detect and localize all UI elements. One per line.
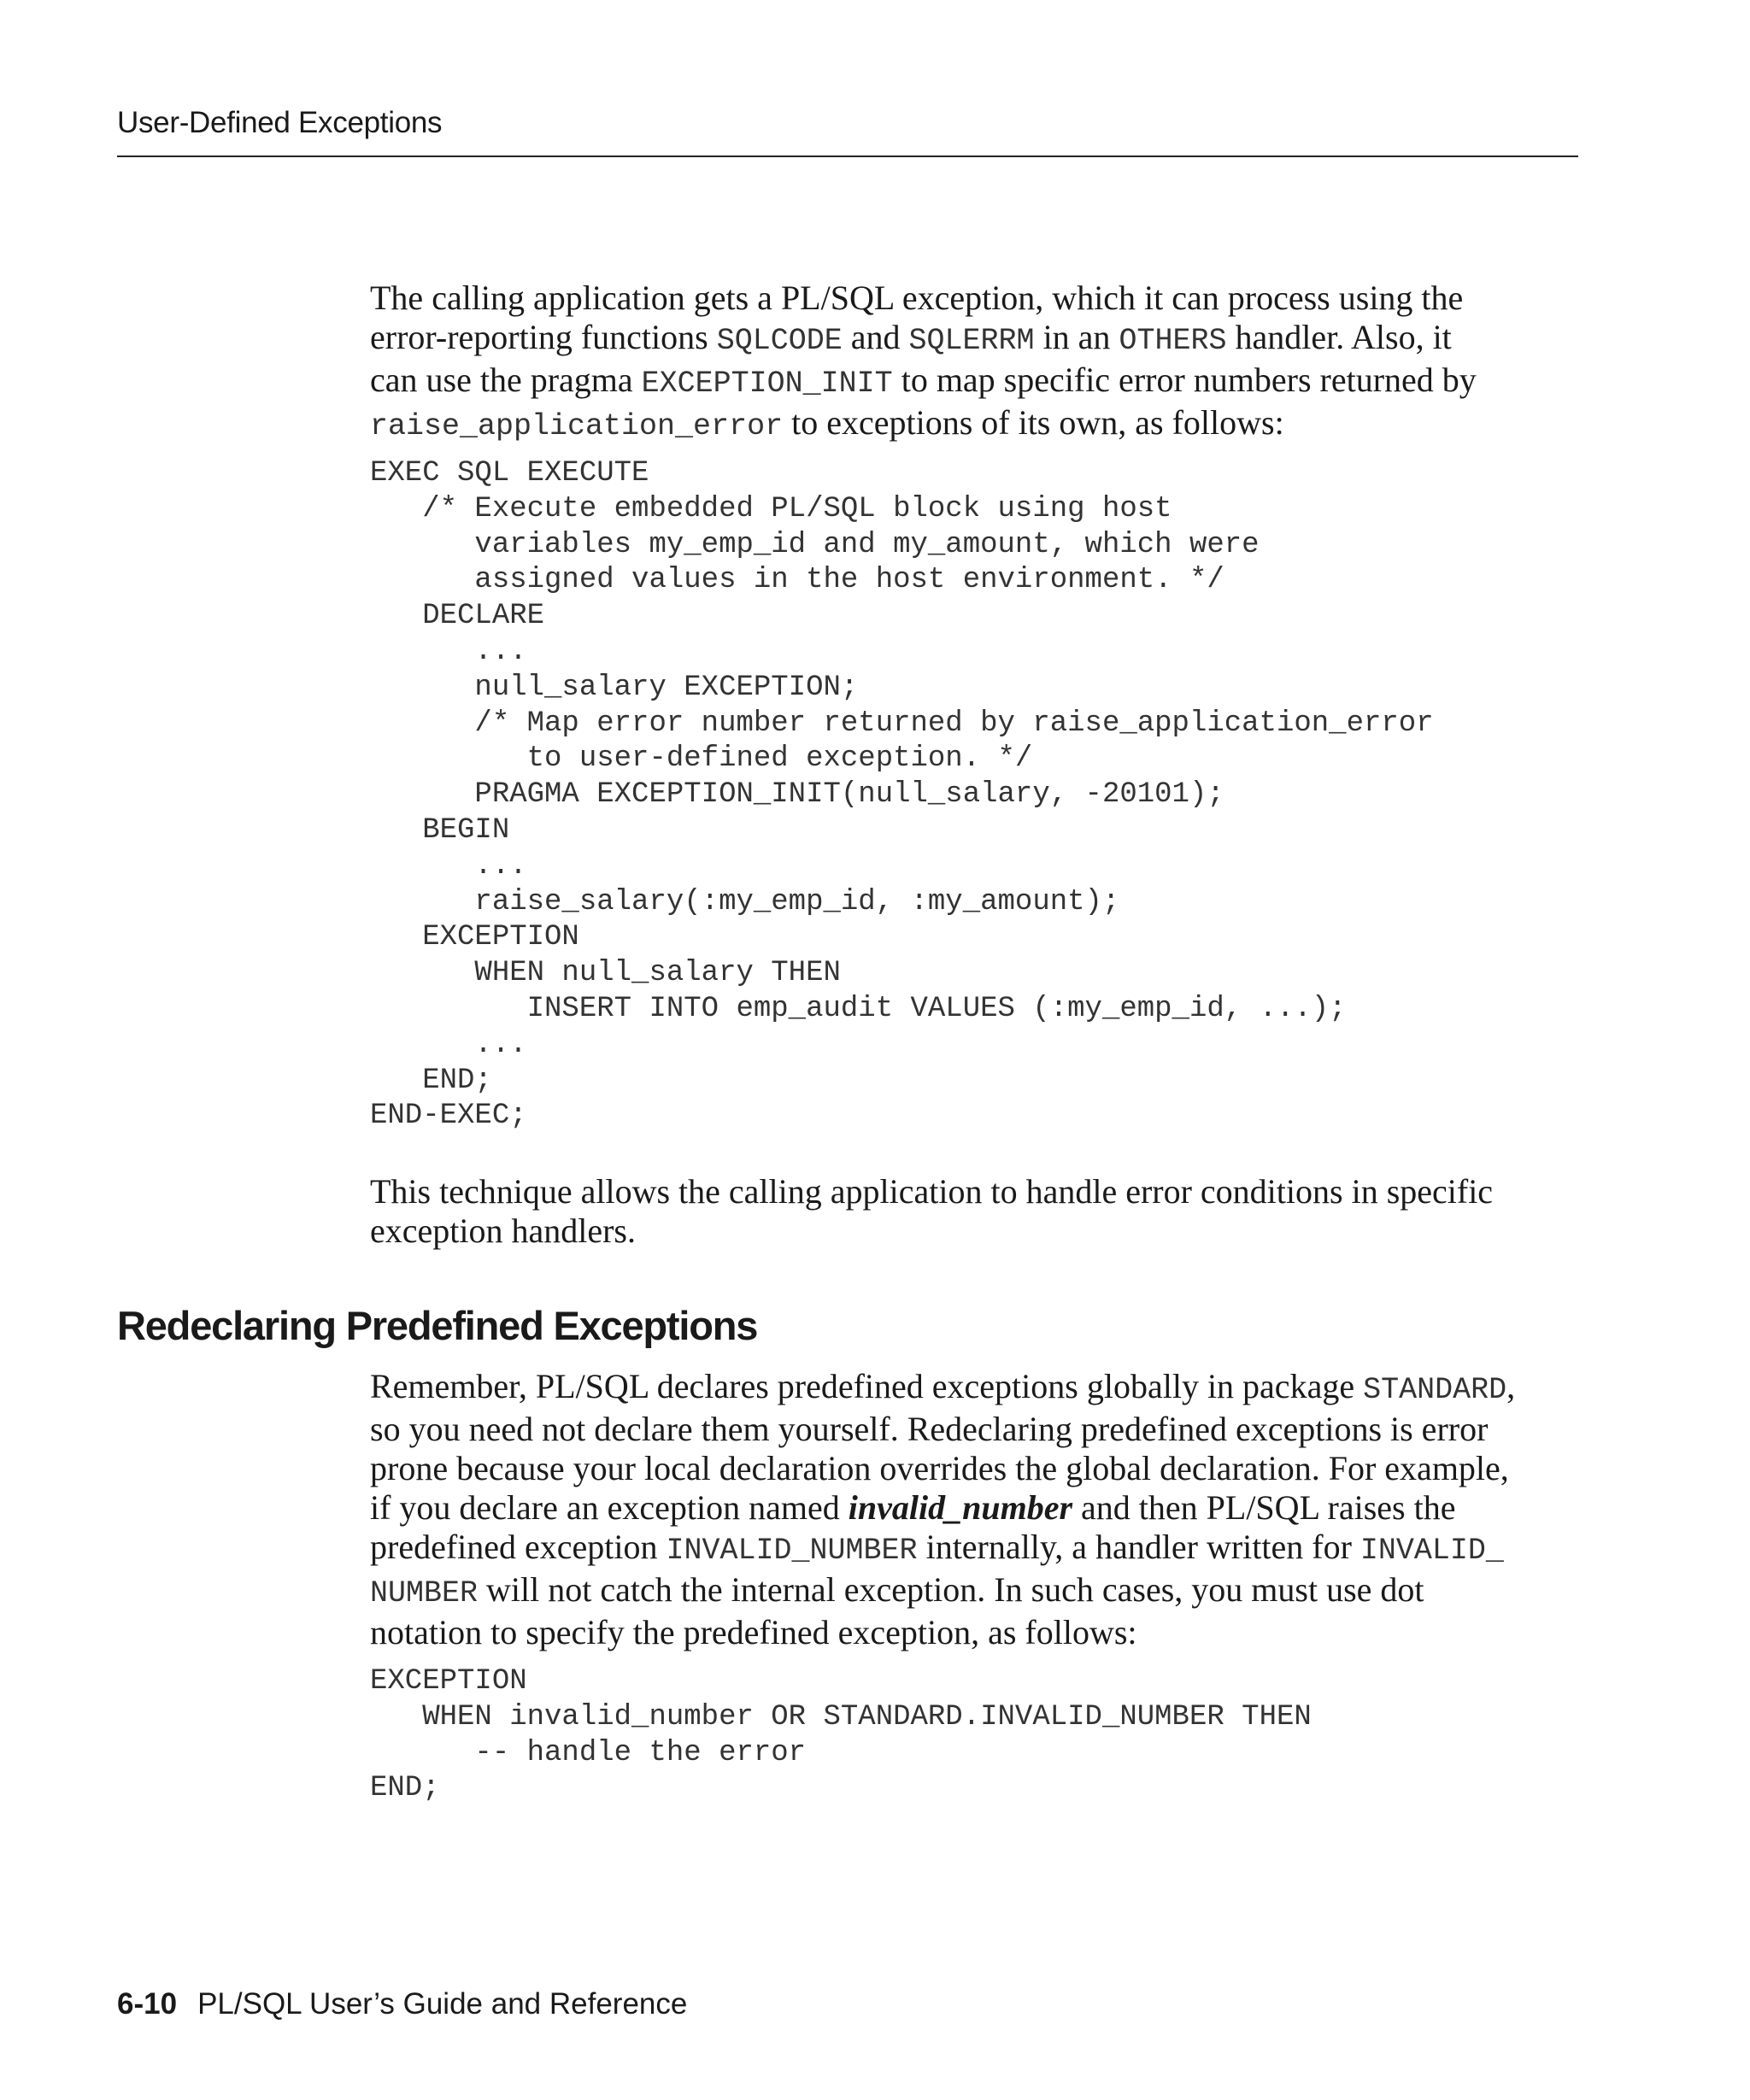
text-line: Remember, PL/SQL declares predefined exceptions globally in package STANDARD, xyxy=(370,1367,1516,1407)
text-line: raise_application_error to exceptions of its own, as follows: xyxy=(370,403,1284,443)
inline-code: SQLCODE xyxy=(716,324,843,358)
inline-code: OTHERS xyxy=(1119,324,1227,358)
inline-code: NUMBER xyxy=(370,1576,479,1610)
running-header: User-Defined Exceptions xyxy=(117,106,443,139)
inline-code: INVALID_NUMBER xyxy=(666,1534,918,1568)
inline-code: EXCEPTION_INIT xyxy=(641,367,893,401)
text-line: error-reporting functions SQLCODE and SQLERRM in an OTHERS handler. Also, it xyxy=(370,318,1452,358)
text-line: if you declare an exception named invalid_number and then PL/SQL raises the xyxy=(370,1488,1456,1527)
text-line: This technique allows the calling application to handle error conditions in specific xyxy=(370,1172,1494,1211)
code-example-exception: EXCEPTION WHEN invalid_number OR STANDARD.INVALID_NUMBER THEN -- handle the error END; xyxy=(370,1665,1312,1805)
text-line: NUMBER will not catch the internal exception. In such cases, you must use dot xyxy=(370,1570,1424,1610)
intro-paragraph xyxy=(370,279,1583,446)
inline-code: SQLERRM xyxy=(908,324,1035,358)
text-line: prone because your local declaration overrides the global declaration. For example, xyxy=(370,1449,1509,1487)
page-footer xyxy=(117,1987,687,2021)
section-heading: Redeclaring Predefined Exceptions xyxy=(117,1303,758,1348)
header-divider xyxy=(117,155,1578,157)
emphasized-term: invalid_number xyxy=(848,1488,1073,1527)
inline-code: STANDARD xyxy=(1363,1373,1507,1407)
text-line: can use the pragma EXCEPTION_INIT to map specific error numbers returned by xyxy=(370,361,1477,401)
page-number: 6-10 xyxy=(117,1987,178,2021)
inline-code: raise_application_error xyxy=(370,409,784,443)
text-line: exception handlers. xyxy=(370,1211,636,1250)
text-line: so you need not declare them yourself. Redeclaring predefined exceptions is error xyxy=(370,1410,1489,1448)
code-example-exec-sql: EXEC SQL EXECUTE /* Execute embedded PL/SQL block using host variables my_emp_id and my_amount, which were assigned values in the host environment. */ DECLARE ... null_salary EXCEPTION; /* Map error number returned by raise_application_error to user-defined exception. */ PRAGMA EXCEPTION_INIT(null_salary, -20101); BEGIN ... raise_salary(:my_emp_id, :my_amount); EXCEPTION WHEN null_salary THEN INSERT INTO emp_audit VALUES (:my_emp_id, ...); ... END; END-EXEC; xyxy=(370,457,1434,1133)
technique-paragraph xyxy=(370,1172,1583,1251)
book-title: PL/SQL User’s Guide and Reference xyxy=(197,1987,688,2021)
redeclaring-paragraph xyxy=(370,1367,1583,1652)
text-line: notation to specify the predefined exception, as follows: xyxy=(370,1613,1137,1651)
inline-code: INVALID_ xyxy=(1359,1534,1504,1568)
text-line: The calling application gets a PL/SQL exception, which it can process using the xyxy=(370,279,1464,317)
text-line: predefined exception INVALID_NUMBER internally, a handler written for INVALID_ xyxy=(370,1528,1504,1568)
